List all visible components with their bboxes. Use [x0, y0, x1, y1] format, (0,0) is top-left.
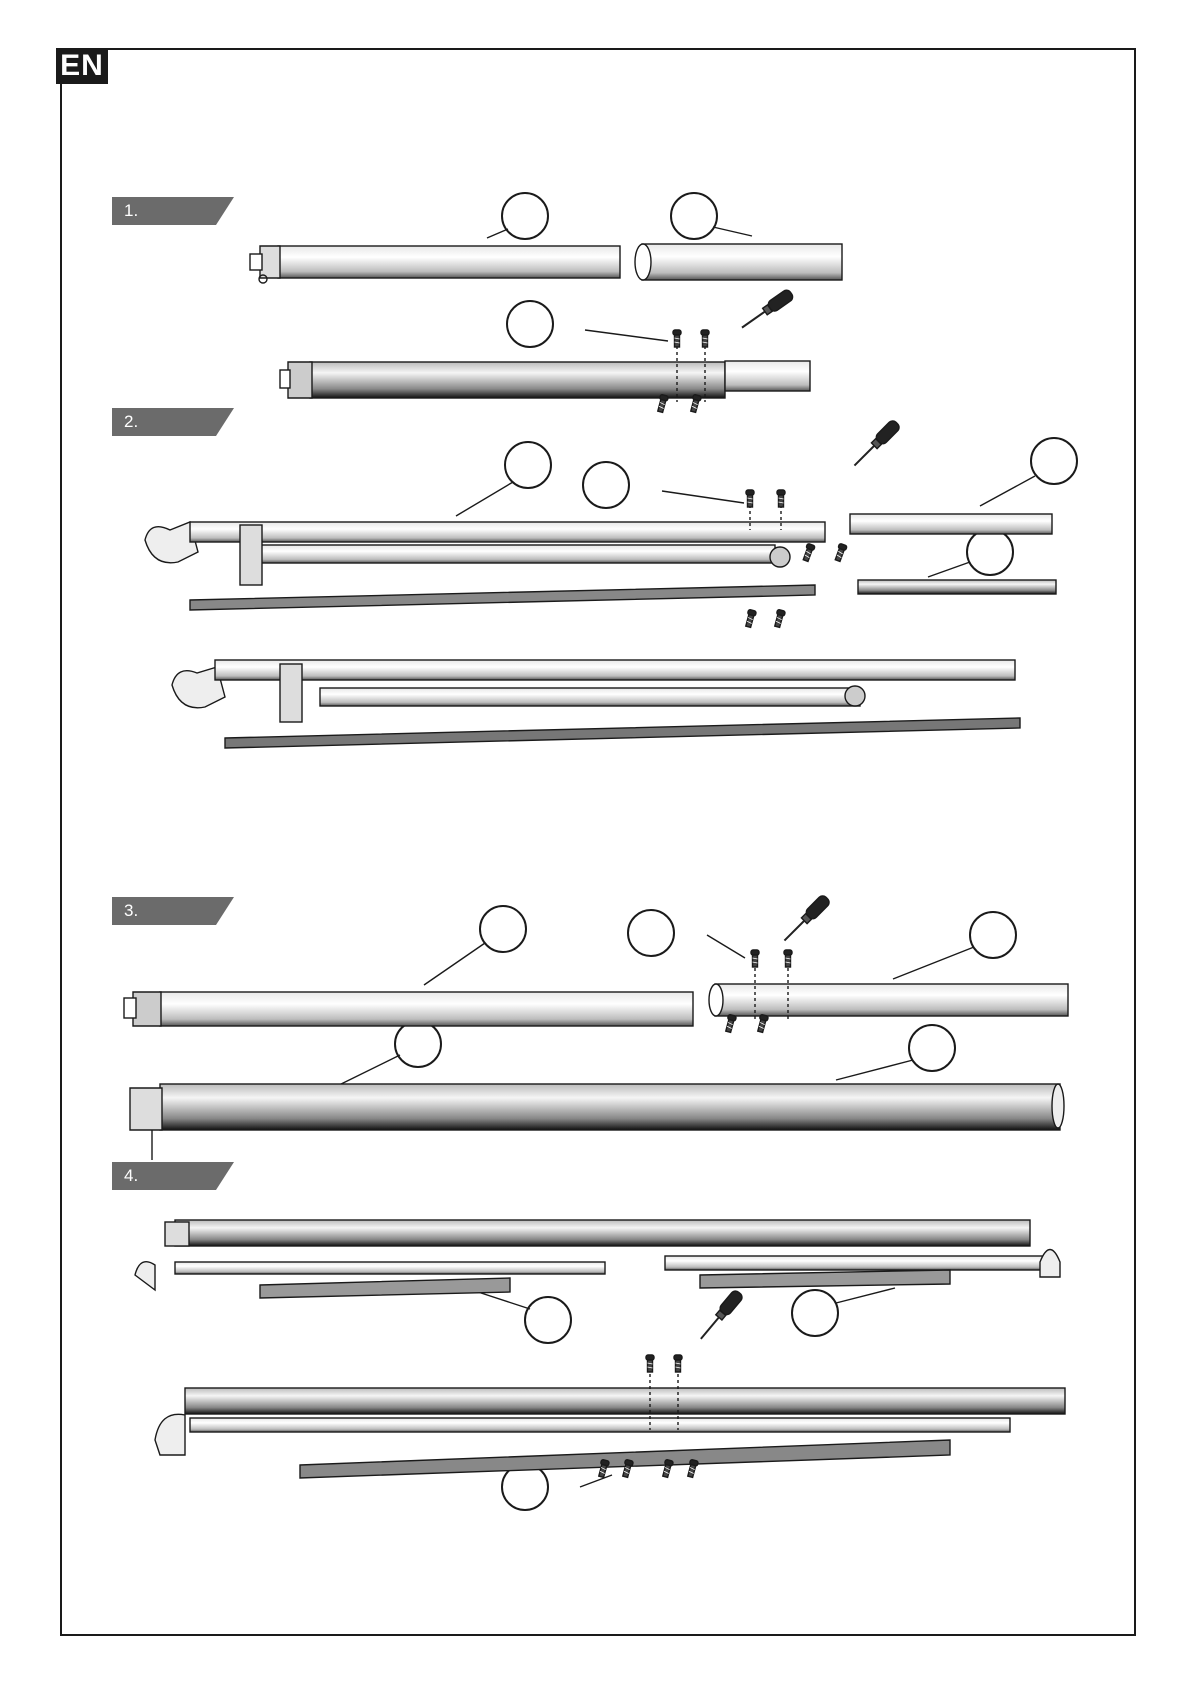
- step-4-label: 4.: [124, 1166, 139, 1185]
- step-2-label: 2.: [124, 412, 139, 431]
- step-1-label: 1.: [124, 201, 139, 220]
- step-3-label: 3.: [124, 901, 139, 920]
- step-2-illustration: [145, 419, 1077, 748]
- step-1-illustration: [250, 193, 842, 413]
- step-4-illustration: [135, 1220, 1065, 1510]
- step-3-illustration: [124, 894, 1068, 1160]
- language-badge: EN: [56, 48, 108, 84]
